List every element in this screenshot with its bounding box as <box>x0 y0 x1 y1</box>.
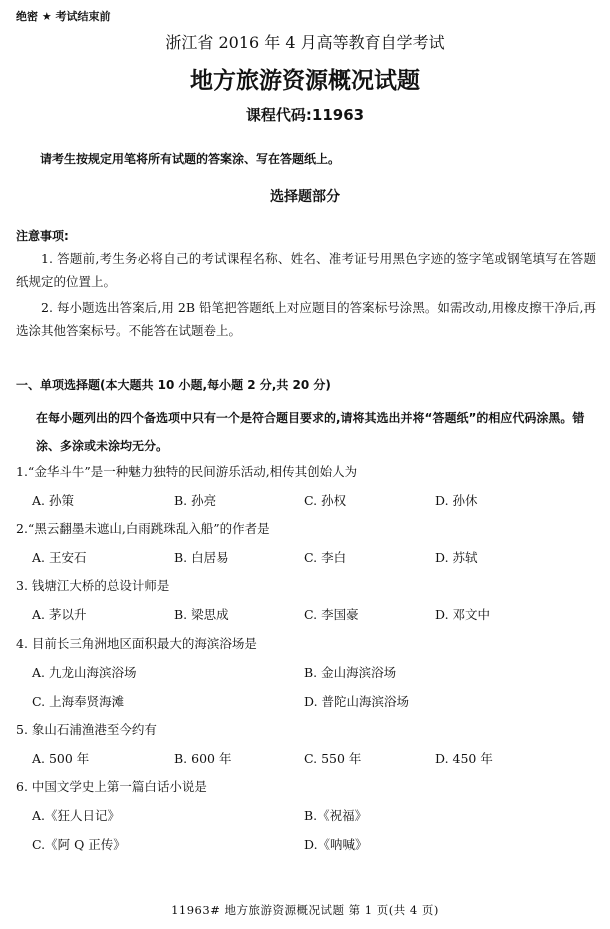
question-option: D. 孙休 <box>435 493 478 508</box>
question-option: C. 李白 <box>304 550 347 565</box>
notice-item-1: 1. 答题前,考生务必将自己的考试课程名称、姓名、准考证号用黑色字迹的签字笔或钢笔填写在答题纸规定的位置上。 <box>16 251 596 289</box>
question-option: C. 孙权 <box>304 493 347 508</box>
question-option: D. 邓文中 <box>435 607 491 622</box>
question-option: A.《狂人日记》 <box>32 808 121 823</box>
question-option: B. 金山海滨浴场 <box>304 665 397 680</box>
section-heading: 选择题部分 <box>270 189 340 205</box>
course-code: 课程代码:11963 <box>245 106 365 124</box>
question-stem: 5. 象山石浦渔港至今约有 <box>16 722 157 737</box>
question-option: A. 500 年 <box>32 751 90 766</box>
question-option: B. 孙亮 <box>174 493 217 508</box>
question-stem: 3. 钱塘江大桥的总设计师是 <box>16 578 170 593</box>
question-option: D. 普陀山海滨浴场 <box>304 694 410 709</box>
question-option: C. 上海奉贤海滩 <box>32 694 125 709</box>
question-option: B. 白居易 <box>174 550 229 565</box>
exam-title-line: 浙江省 2016 年 4 月高等教育自学考试 <box>165 33 445 52</box>
question-option: B. 600 年 <box>174 751 232 766</box>
question-option: C. 550 年 <box>304 751 362 766</box>
question-option: A. 九龙山海滨浴场 <box>32 665 137 680</box>
question-option: D. 450 年 <box>435 751 493 766</box>
question-option: C. 李国豪 <box>304 607 359 622</box>
question-option: D.《呐喊》 <box>304 837 368 852</box>
confidential-label: 绝密 ★ 考试结束前 <box>16 10 111 23</box>
question-option: A. 孙策 <box>32 493 74 508</box>
question-stem: 2.“黑云翻墨未遮山,白雨跳珠乱入船”的作者是 <box>16 521 270 536</box>
question-option: B. 梁思成 <box>174 607 229 622</box>
question-option: C.《阿 Q 正传》 <box>32 837 126 852</box>
part-instruction: 在每小题列出的四个备选项中只有一个是符合题目要求的,请将其选出并将“答题纸”的相应代码涂黑。错涂、多涂或未涂均无分。 <box>36 411 585 453</box>
notice-item-2: 2. 每小题选出答案后,用 2B 铅笔把答题纸上对应题目的答案标号涂黑。如需改动,用橡皮擦干净后,再选涂其他答案标号。不能答在试题卷上。 <box>16 300 596 338</box>
question-option: D. 苏轼 <box>435 550 478 565</box>
question-stem: 6. 中国文学史上第一篇白话小说是 <box>16 779 207 794</box>
question-option: B.《祝福》 <box>304 808 368 823</box>
paper-title: 地方旅游资源概况试题 <box>190 68 420 94</box>
notice-heading: 注意事项: <box>16 229 69 243</box>
page-footer: 11963# 地方旅游资源概况试题 第 1 页(共 4 页) <box>171 903 439 917</box>
part-heading: 一、单项选择题(本大题共 10 小题,每小题 2 分,共 20 分) <box>16 378 331 392</box>
question-stem: 4. 目前长三角洲地区面积最大的海滨浴场是 <box>16 636 257 651</box>
question-option: A. 王安石 <box>32 550 87 565</box>
question-stem: 1.“金华斗牛”是一种魅力独特的民间游乐活动,相传其创始人为 <box>16 464 358 479</box>
question-option: A. 茅以升 <box>32 607 87 622</box>
answer-instruction: 请考生按规定用笔将所有试题的答案涂、写在答题纸上。 <box>40 152 341 166</box>
